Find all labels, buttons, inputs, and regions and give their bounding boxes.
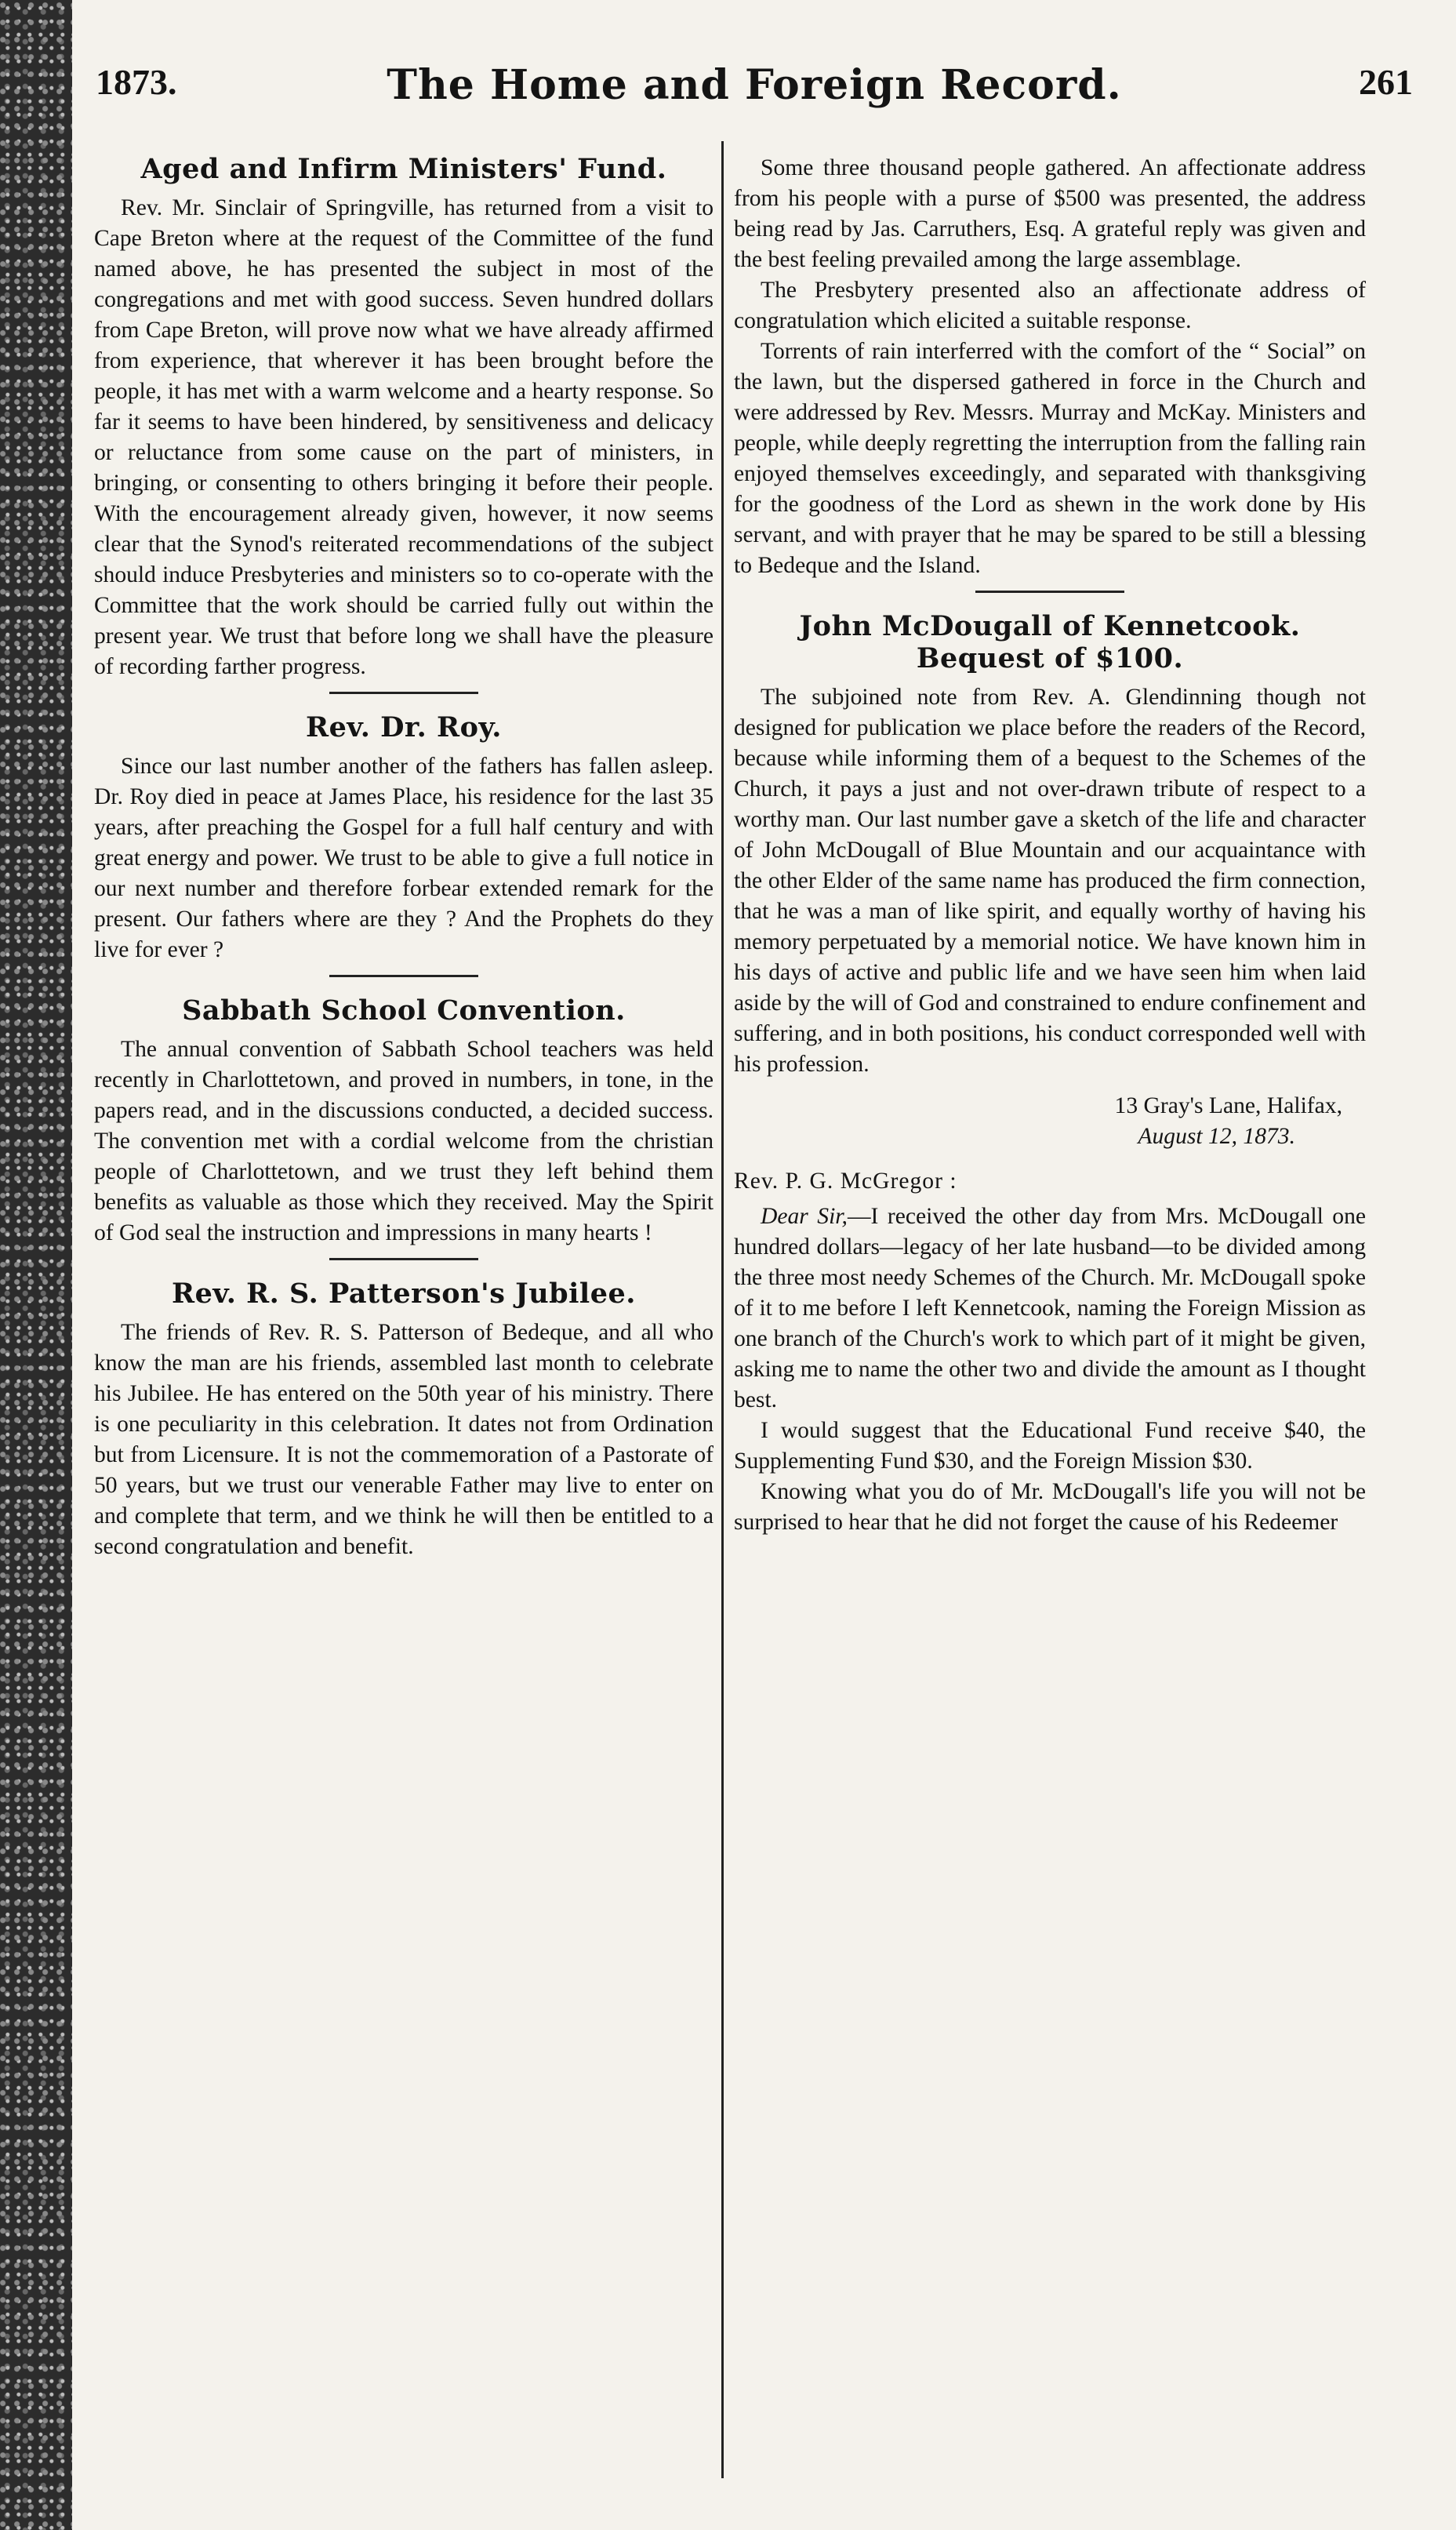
letter-paragraph: I would suggest that the Educational Fund receive $40, the Supplementing Fund $30, and the Foreign Mission $30. <box>734 1418 1366 1474</box>
letter-address-block <box>734 1091 1342 1152</box>
left-column <box>94 153 713 2490</box>
article-body: The friends of Rev. R. S. Patterson of Bedeque, and all who know the man are his friends, assembled last month to celebrate his Jubilee. He has entered on the 50th year of his ministry. There is one peculiarity in this celebration. It dates not from Ordination but from Licensure. It is not the commemoration of a Pastorate of 50 years, but we trust our venerable Father may live to enter on and complete that term, and we think he will then be entitled to a second congratulation and benefit. <box>94 1320 713 1559</box>
right-column <box>734 153 1366 2490</box>
article-heading: Rev. Dr. Roy. <box>306 711 502 743</box>
article-paragraph: The Presbytery presented also an affectionate address of congratulation which elicited a suitable response. <box>734 278 1366 333</box>
letter-date: August 12, 1873. <box>1138 1124 1295 1149</box>
article-body: Rev. Mr. Sinclair of Springville, has returned from a visit to Cape Breton where at the request of the Committee of the fund named above, he has presented the subject in most of the congregations and met with good success. Seven hundred dollars from Cape Breton, will prove now what we have already affirmed from experience, that wherever it has been brought before the people, it has met with a warm welcome and a hearty response. So far it seems to have been hindered, by sensitiveness and delicacy or reluctance from some cause on the part of ministers, in bringing, or consenting to others bringing it before their people. With the encouragement already given, however, it now seems clear that the Synod's reiterated recommendations of the subject should induce Presbyteries and ministers so to co-operate with the Committee that the work should be carried fully out within the present year. We trust that before long we shall have the pleasure of recording farther progress. <box>94 195 713 679</box>
section-rule <box>329 692 478 694</box>
article-paragraph: Some three thousand people gathered. An affectionate address from his people with a purse of $500 was presented, the address being read by Jas. Carruthers, Esq. A grateful reply was given and the best feeling prevailed among the large assemblage. <box>734 155 1366 272</box>
letter-addressee: Rev. P. G. McGregor : <box>734 1169 957 1194</box>
article-body: Since our last number another of the fathers has fallen asleep. Dr. Roy died in peace at James Place, his residence for the last 35 years, after preaching the Gospel for a full half century and with great energy and power. We trust to be able to give a full notice in our next number and therefore forbear extended remark for the present. Our fathers where are they ? And the Prophets do they live for ever ? <box>94 754 713 962</box>
letter-text: —I received the other day from Mrs. McDougall one hundred dollars—legacy of her late husband—to be divided among the three most needy Schemes of the Church. Mr. McDougall spoke of it to me before I left Kennetcook, naming the Foreign Mission as one branch of the Church's work to which part of it might be given, asking me to name the other two and divide the amount as I thought best. <box>734 1204 1366 1412</box>
header-title: The Home and Foreign Record. <box>387 61 1122 109</box>
heading-line: John McDougall of Kennetcook. <box>799 610 1301 642</box>
running-header <box>96 61 1413 124</box>
page-binding-edge <box>0 0 72 2530</box>
article-paragraph: The subjoined note from Rev. A. Glendinning though not designed for publication we place before the readers of the Record, because while informing them of a bequest to the Schemes of the Church, it pays a just and not over-drawn tribute of respect to a worthy man. Our last number gave a sketch of the life and character of John McDougall of Blue Mountain and our acquaintance with the other Elder of the same name has produced the firm connection, that he was a man of like spirit, and equally worthy of having his memory perpetuated by a memorial notice. We have known him in his days of active and public life and we have seen him when laid aside by the will of God and constrained to endure confinement and suffering, and in both positions, his conduct corresponded well with his profession. <box>734 685 1366 1077</box>
section-rule <box>329 1258 478 1260</box>
heading-line: Bequest of $100. <box>916 642 1184 674</box>
section-rule <box>975 591 1124 593</box>
article-mcdougall-bequest <box>734 610 1366 1538</box>
article-patterson-jubilee-continued <box>734 153 1366 581</box>
article-sabbath-school-convention <box>94 994 713 1249</box>
article-paragraph: Torrents of rain interferred with the comfort of the “ Social” on the lawn, but the dispersed gathered in force in the Church and were addressed by Rev. Messrs. Murray and McKay. Ministers and people, while deeply regretting the interruption from the falling rain enjoyed themselves exceedingly, and separated with thanksgiving for the goodness of the Lord as shewn in the work done by His servant, and with prayer that he may be spared to be still a blessing to Bedeque and the Island. <box>734 339 1366 578</box>
article-body: The annual convention of Sabbath School teachers was held recently in Charlottetown, and proved in numbers, in tone, in the papers read, and in the discussions conducted, a decided success. The convention met with a cordial welcome from the christian people of Charlottetown, and we trust they left behind them benefits as valuable as those which they received. May the Spirit of God seal the instruction and impressions in many hearts ! <box>94 1037 713 1245</box>
section-rule <box>329 975 478 977</box>
article-aged-ministers-fund <box>94 153 713 682</box>
article-heading <box>734 610 1366 674</box>
magazine-page <box>72 0 1456 2530</box>
header-year: 1873. <box>96 62 177 102</box>
page-number: 261 <box>1359 62 1413 102</box>
letter-paragraph <box>734 1201 1366 1416</box>
article-heading: Aged and Infirm Ministers' Fund. <box>140 153 667 185</box>
article-heading: Rev. R. S. Patterson's Jubilee. <box>172 1278 636 1310</box>
letter-salutation: Dear Sir, <box>761 1204 848 1229</box>
article-heading: Sabbath School Convention. <box>182 994 626 1027</box>
article-patterson-jubilee <box>94 1278 713 1562</box>
letter-paragraph: Knowing what you do of Mr. McDougall's life you will not be surprised to hear that he did not forget the cause of his Redeemer <box>734 1479 1366 1535</box>
article-dr-roy <box>94 711 713 965</box>
letter-address: 13 Gray's Lane, Halifax, <box>1114 1093 1342 1118</box>
column-divider <box>721 141 724 2478</box>
